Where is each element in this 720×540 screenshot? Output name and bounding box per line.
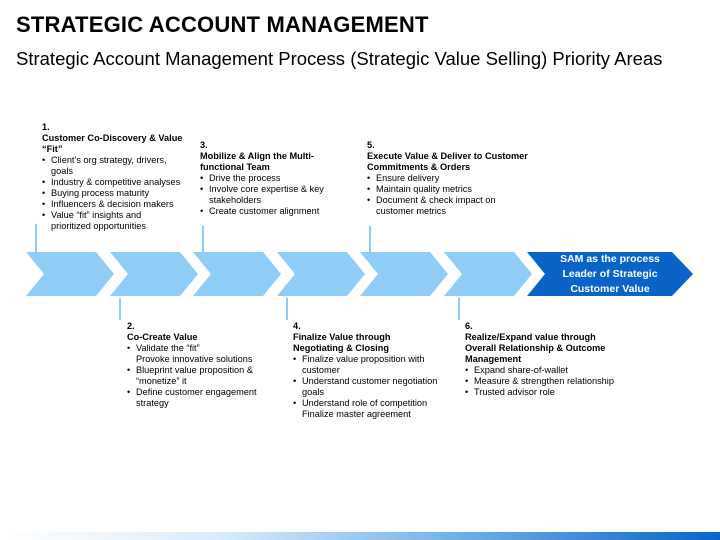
stage-heading-line: Execute Value & Deliver to Customer — [367, 151, 528, 161]
stage-number: 3. — [200, 140, 208, 150]
bullet-item: • Client’s org strategy, drivers, goals — [42, 155, 192, 177]
stage-number: 4. — [293, 321, 301, 331]
final-chevron-label — [540, 252, 680, 297]
final-label-line: Customer Value — [570, 283, 650, 295]
stage-bullet-list — [42, 155, 192, 232]
final-label-line: SAM as the process — [560, 253, 660, 265]
bullet-item: • Document & check impact on customer metrics — [367, 195, 542, 217]
bullet-item: • Buying process maturity — [42, 188, 192, 199]
bullet-item: • Understand customer negotiation goals — [293, 376, 453, 398]
stage-bullet-list — [127, 343, 277, 409]
chevron-stage-2 — [110, 252, 198, 296]
bullet-item: • Trusted advisor role — [465, 387, 640, 398]
bullet-item: • Expand share-of-wallet — [465, 365, 640, 376]
stage-heading-line: “Fit” — [42, 144, 63, 154]
bullet-item: • Involve core expertise & key stakeholders — [200, 184, 350, 206]
bullet-item: • Ensure delivery — [367, 173, 542, 184]
stage-heading-line: Finalize Value through — [293, 332, 391, 342]
stage-number: 5. — [367, 140, 375, 150]
stage-4 — [293, 321, 453, 420]
chevron-stage-1 — [26, 252, 114, 296]
stage-heading-line: Mobilize & Align the Multi- — [200, 151, 314, 161]
stage-1 — [42, 122, 192, 232]
stage-bullet-list — [465, 365, 640, 398]
bullet-item: • Blueprint value proposition & “monetize” it — [127, 365, 277, 387]
page-subtitle: Strategic Account Management Process (Strategic Value Selling) Priority Areas — [16, 48, 663, 69]
final-label-line: Leader of Strategic — [562, 268, 658, 280]
chevron-stage-5 — [360, 252, 448, 296]
stage-bullet-list — [367, 173, 542, 217]
bullet-item: • Create customer alignment — [200, 206, 350, 217]
bullet-item: • Value “fit” insights and prioritized opportunities — [42, 210, 192, 232]
stage-number: 1. — [42, 122, 50, 132]
page-title: STRATEGIC ACCOUNT MANAGEMENT — [16, 12, 429, 37]
chevron-stage-3 — [193, 252, 281, 296]
stage-6 — [465, 321, 640, 398]
chevron-stage-4 — [277, 252, 365, 296]
stage-bullet-list — [200, 173, 350, 217]
stage-3 — [200, 140, 350, 217]
stage-heading-line: Customer Co-Discovery & Value — [42, 133, 183, 143]
bullet-item: • Define customer engagement strategy — [127, 387, 277, 409]
stage-number: 6. — [465, 321, 473, 331]
stage-heading-line: Negotiating & Closing — [293, 343, 389, 353]
stage-bullet-list — [293, 354, 453, 420]
bullet-item: • Industry & competitive analyses — [42, 177, 192, 188]
bullet-item: • Influencers & decision makers — [42, 199, 192, 210]
stage-heading-line: Management — [465, 354, 522, 364]
stage-heading-line: Realize/Expand value through — [465, 332, 596, 342]
stage-heading-line: Co-Create Value — [127, 332, 198, 342]
stage-5 — [367, 140, 542, 217]
bullet-item: • Understand role of competition Finalize master agreement — [293, 398, 453, 420]
stage-heading-line: Overall Relationship & Outcome — [465, 343, 606, 353]
stage-number: 2. — [127, 321, 135, 331]
bullet-item: • Measure & strengthen relationship — [465, 376, 640, 387]
stage-heading-line: functional Team — [200, 162, 270, 172]
bullet-item: • Validate the “fit” Provoke innovative solutions — [127, 343, 277, 365]
stage-heading-line: Commitments & Orders — [367, 162, 471, 172]
bullet-item: • Drive the process — [200, 173, 350, 184]
chevron-stage-6 — [444, 252, 532, 296]
footer-gradient-bar — [0, 532, 720, 540]
stage-2 — [127, 321, 277, 409]
bullet-item: • Finalize value proposition with customer — [293, 354, 453, 376]
bullet-item: • Maintain quality metrics — [367, 184, 542, 195]
